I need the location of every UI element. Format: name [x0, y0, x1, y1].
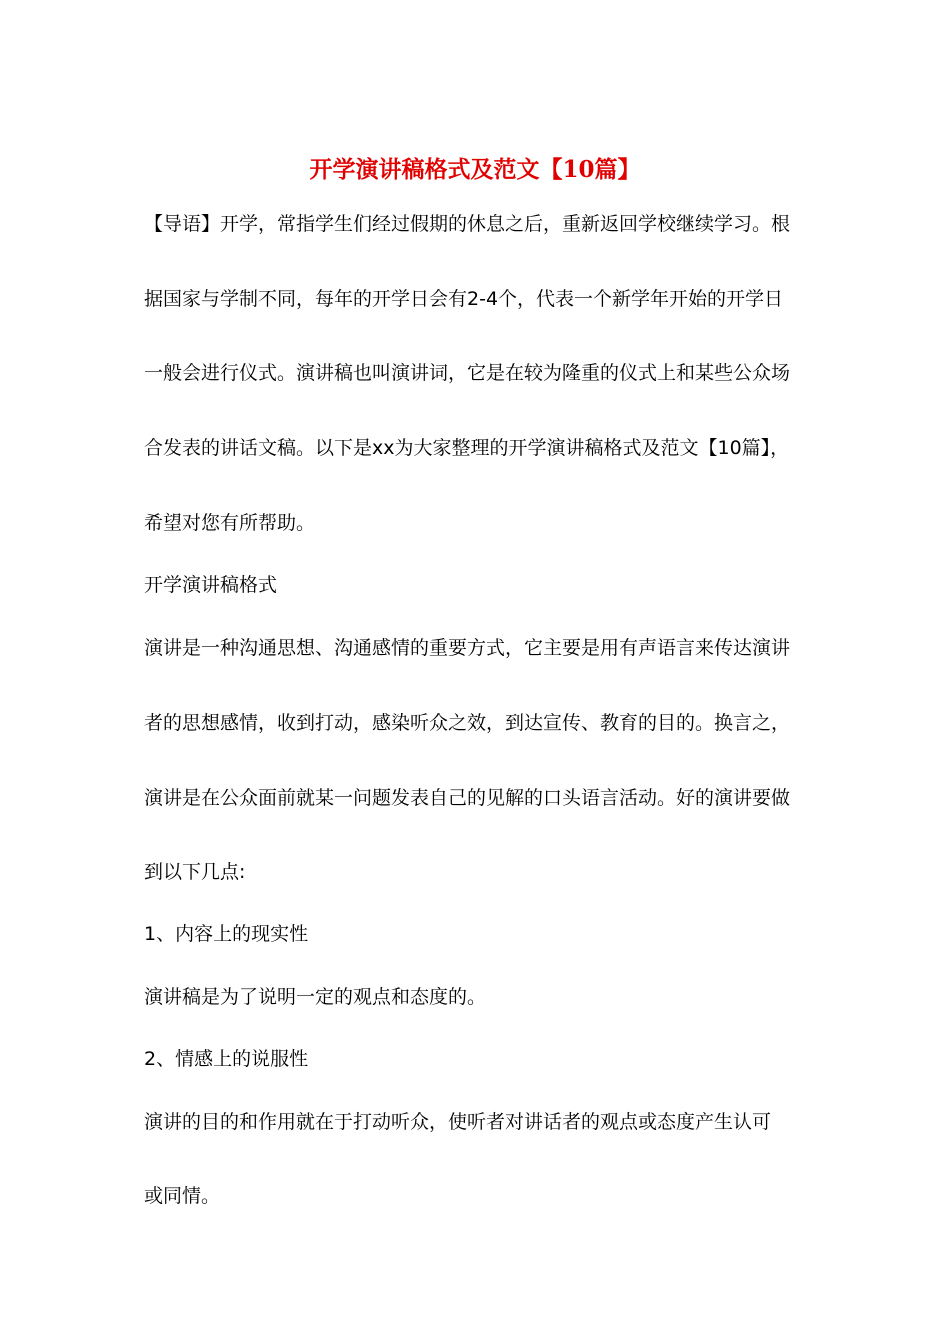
text-line: 一般会进行仪式。演讲稿也叫演讲词，它是在较为隆重的仪式上和某些公众场	[144, 362, 791, 384]
text-line: 合发表的讲话文稿。以下是xx为大家整理的开学演讲稿格式及范文【10篇】，	[144, 437, 790, 459]
text-line: 希望对您有所帮助。	[144, 512, 316, 534]
list-item-heading: 2、情感上的说服性	[144, 1048, 309, 1070]
text-line: 演讲的目的和作用就在于打动听众，使听者对讲话者的观点或态度产生认可	[144, 1111, 772, 1133]
text-line: 【导语】开学，常指学生们经过假期的休息之后，重新返回学校继续学习。根	[144, 213, 791, 235]
section-heading: 开学演讲稿格式	[144, 574, 278, 596]
document-title: 开学演讲稿格式及范文【10篇】	[309, 156, 641, 183]
text-line: 或同情。	[144, 1185, 221, 1207]
list-item-heading: 1、内容上的现实性	[144, 923, 309, 945]
text-line: 者的思想感情，收到打动，感染听众之效，到达宣传、教育的目的。换言之，	[144, 712, 791, 734]
text-line: 据国家与学制不同，每年的开学日会有2-4个，代表一个新学年开始的开学日	[144, 288, 784, 310]
text-line: 演讲稿是为了说明一定的观点和态度的。	[144, 986, 487, 1008]
text-line: 到以下几点:	[144, 861, 246, 883]
text-line: 演讲是一种沟通思想、沟通感情的重要方式，它主要是用有声语言来传达演讲	[144, 637, 791, 659]
text-line: 演讲是在公众面前就某一问题发表自己的见解的口头语言活动。好的演讲要做	[144, 787, 791, 809]
